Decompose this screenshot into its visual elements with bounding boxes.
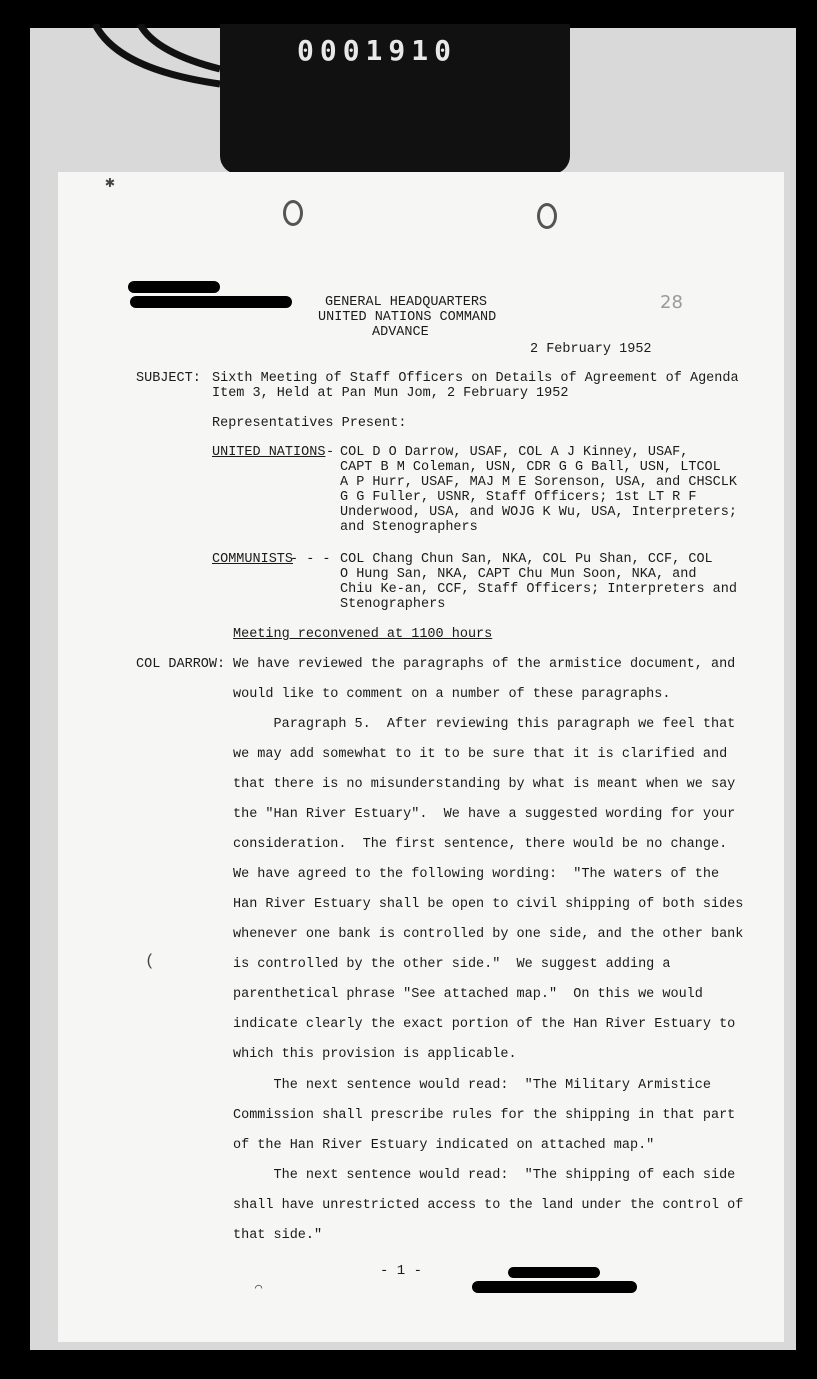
- communists-line: Chiu Ke-an, CCF, Staff Officers; Interpreters and: [340, 582, 737, 597]
- un-label: UNITED NATIONS: [212, 445, 326, 460]
- header-line-2: UNITED NATIONS COMMAND: [318, 310, 497, 325]
- redaction-bar: [130, 296, 292, 308]
- header-line-3: ADVANCE: [372, 325, 429, 340]
- redaction-bar: [128, 281, 220, 293]
- subject-line-2: Item 3, Held at Pan Mun Jom, 2 February 1952: [212, 386, 569, 401]
- body-line: Han River Estuary shall be open to civil shipping of both sides: [233, 897, 744, 912]
- un-line: CAPT B M Coleman, USN, CDR G G Ball, USN, LTCOL: [340, 460, 721, 475]
- un-line: Underwood, USA, and WOJG K Wu, USA, Interpreters;: [340, 505, 737, 520]
- communists-line: O Hung San, NKA, CAPT Chu Mun Soon, NKA, and: [340, 567, 697, 582]
- body-line: Paragraph 5. After reviewing this paragraph we feel that: [233, 717, 736, 732]
- body-line: the "Han River Estuary". We have a suggested wording for your: [233, 807, 736, 822]
- body-line: indicate clearly the exact portion of the Han River Estuary to: [233, 1017, 736, 1032]
- un-line: COL D O Darrow, USAF, COL A J Kinney, USAF,: [340, 445, 689, 460]
- body-line: we may add somewhat to it to be sure that it is clarified and: [233, 747, 728, 762]
- un-line: A P Hurr, USAF, MAJ M E Sorenson, USA, and CHSCLK: [340, 475, 737, 490]
- header-line-1: GENERAL HEADQUARTERS: [325, 295, 488, 310]
- redaction-bar: [508, 1267, 600, 1278]
- body-line: consideration. The first sentence, there would be no change.: [233, 837, 728, 852]
- body-line: would like to comment on a number of these paragraphs.: [233, 687, 671, 702]
- body-line: We have reviewed the paragraphs of the armistice document, and: [233, 657, 736, 672]
- body-line: shall have unrestricted access to the land under the control of: [233, 1198, 744, 1213]
- un-line: G G Fuller, USNR, Staff Officers; 1st LT R F: [340, 490, 697, 505]
- body-line: is controlled by the other side." We suggest adding a: [233, 957, 671, 972]
- body-line: that there is no misunderstanding by what is meant when we say: [233, 777, 736, 792]
- un-line: and Stenographers: [340, 520, 478, 535]
- body-line: which this provision is applicable.: [233, 1047, 517, 1062]
- margin-mark: (: [145, 952, 155, 970]
- body-line: parenthetical phrase "See attached map." On this we would: [233, 987, 703, 1002]
- body-line: that side.": [233, 1228, 323, 1243]
- punch-hole-right: [537, 203, 557, 229]
- communists-dash: - - -: [290, 552, 331, 567]
- clip-cable: [90, 24, 230, 94]
- document-date: 2 February 1952: [530, 342, 652, 357]
- body-line: whenever one bank is controlled by one side, and the other bank: [233, 927, 744, 942]
- subject-line-1: Sixth Meeting of Staff Officers on Details of Agreement of Agenda: [212, 371, 739, 386]
- communists-line: Stenographers: [340, 597, 446, 612]
- body-line: The next sentence would read: "The shipping of each side: [233, 1168, 736, 1183]
- page-number: - 1 -: [380, 1263, 423, 1279]
- communists-label: COMMUNISTS: [212, 552, 294, 567]
- body-line: of the Han River Estuary indicated on attached map.": [233, 1138, 655, 1153]
- representatives-heading: Representatives Present:: [212, 416, 407, 431]
- body-line: Commission shall prescribe rules for the shipping in that part: [233, 1108, 736, 1123]
- punch-hole-left: [283, 200, 303, 226]
- page-stamp: 28: [660, 292, 683, 313]
- redaction-bar: [472, 1281, 637, 1293]
- ink-smudge: ✱: [105, 174, 115, 192]
- clip-counter: 0001910: [296, 34, 457, 67]
- subject-label: SUBJECT:: [136, 371, 201, 386]
- body-line: We have agreed to the following wording: "The waters of the: [233, 867, 720, 882]
- pen-mark: ⌒: [255, 1281, 263, 1295]
- meeting-reconvened: Meeting reconvened at 1100 hours: [233, 627, 493, 642]
- un-dash: -: [326, 445, 335, 460]
- body-line: The next sentence would read: "The Military Armistice: [233, 1078, 711, 1093]
- communists-line: COL Chang Chun San, NKA, COL Pu Shan, CCF, COL: [340, 552, 713, 567]
- speaker-label: COL DARROW:: [136, 657, 226, 672]
